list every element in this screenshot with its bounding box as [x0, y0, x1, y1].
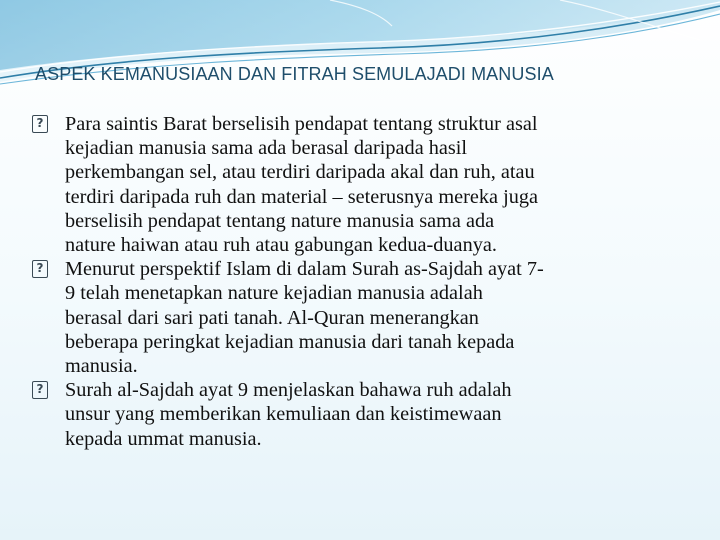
bullet-box-icon: ? — [32, 115, 48, 133]
bullet-text-line: berasal dari sari pati tanah. Al-Quran menerangkan — [65, 306, 479, 329]
bullet-box-icon: ? — [32, 260, 48, 278]
bullet-text-line: kejadian manusia sama ada berasal daripada hasil — [65, 137, 468, 160]
bullet-text-line: Menurut perspektif Islam di dalam Surah as-Sajdah ayat 7- — [65, 258, 544, 281]
bullet-item — [32, 378, 692, 451]
bullet-text-line: nature haiwan atau ruh atau gabungan kedua-duanya. — [65, 234, 497, 257]
bullet-item — [32, 112, 692, 257]
bullet-text-line: Para saintis Barat berselisih pendapat tentang struktur asal — [65, 113, 538, 135]
bullet-text-line: perkembangan sel, atau terdiri daripada akal dan ruh, atau — [65, 161, 535, 184]
bullet-text-line: terdiri daripada ruh dan material – seterusnya mereka juga — [65, 185, 539, 208]
slide-title: ASPEK KEMANUSIAAN DAN FITRAH SEMULAJADI MANUSIA — [35, 64, 554, 84]
bullet-text-line: 9 telah menetapkan nature kejadian manusia adalah — [65, 282, 483, 305]
bullet-box-icon: ? — [32, 381, 48, 399]
bullet-text-line: manusia. — [65, 355, 138, 378]
bullet-text-line: Surah al-Sajdah ayat 9 menjelaskan bahawa ruh adalah — [65, 379, 512, 402]
bullet-text-line: unsur yang memberikan kemuliaan dan keistimewaan — [65, 403, 502, 426]
bullet-text-line: kepada ummat manusia. — [65, 427, 262, 450]
bullet-item — [32, 257, 692, 378]
bullet-text-line: berselisih pendapat tentang nature manusia sama ada — [65, 209, 495, 232]
bullet-list — [32, 112, 692, 451]
bullet-text-line: beberapa peringkat kejadian manusia dari tanah kepada — [65, 330, 515, 353]
